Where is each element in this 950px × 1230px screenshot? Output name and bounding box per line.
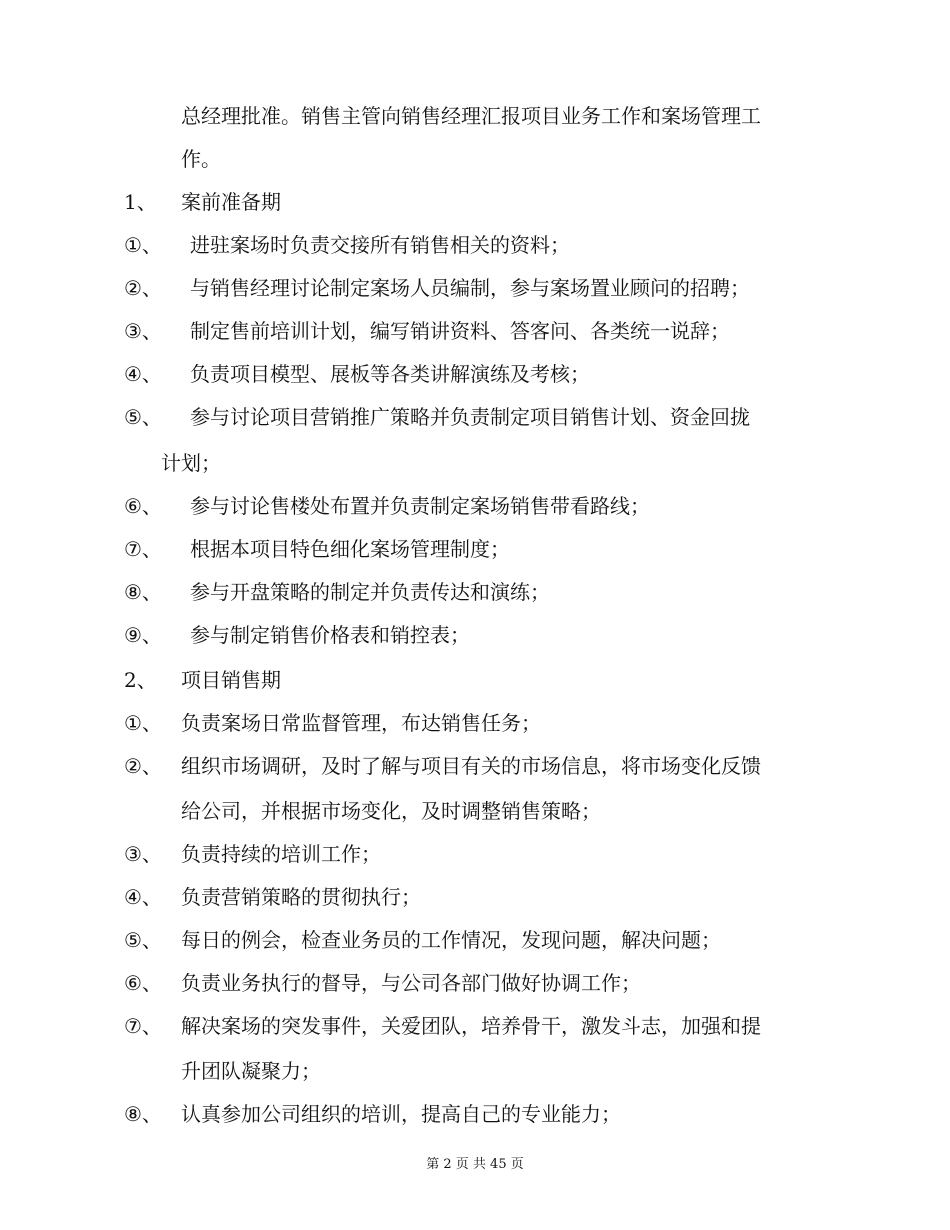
item-marker: ⑤、	[124, 405, 162, 429]
item-text-continuation: 给公司，并根据市场变化，及时调整销售策略；	[181, 799, 601, 823]
item-marker: ①、	[124, 233, 162, 257]
item-marker: ⑦、	[124, 537, 162, 561]
section-number: 2、	[124, 668, 157, 692]
item-text: 组织市场调研，及时了解与项目有关的市场信息，将市场变化反馈	[181, 754, 761, 778]
item-text: 负责项目模型、展板等各类讲解演练及考核；	[190, 362, 590, 386]
item-marker: ⑦、	[124, 1014, 162, 1038]
item-text-continuation: 计划；	[161, 451, 221, 475]
item-text: 与销售经理讨论制定案场人员编制，参与案场置业顾问的招聘；	[190, 276, 750, 300]
item-marker: ③、	[124, 319, 162, 343]
item-marker: ①、	[124, 711, 162, 735]
item-marker: ⑨、	[124, 623, 162, 647]
item-text: 认真参加公司组织的培训，提高自己的专业能力；	[181, 1102, 621, 1126]
item-text: 参与开盘策略的制定并负责传达和演练；	[190, 580, 550, 604]
item-text: 进驻案场时负责交接所有销售相关的资料；	[190, 233, 570, 257]
item-marker: ④、	[124, 885, 162, 909]
section-title: 案前准备期	[181, 190, 281, 214]
item-text: 负责持续的培训工作；	[181, 842, 381, 866]
item-marker: ⑥、	[124, 971, 162, 995]
item-text: 根据本项目特色细化案场管理制度；	[190, 537, 510, 561]
item-text: 负责营销策略的贯彻执行；	[181, 885, 421, 909]
section-title: 项目销售期	[181, 668, 281, 692]
item-marker: ⑥、	[124, 494, 162, 518]
section-number: 1、	[124, 190, 157, 214]
page-number-footer: 第 2 页 共 45 页	[426, 1157, 524, 1172]
item-marker: ⑧、	[124, 580, 162, 604]
item-text: 参与制定销售价格表和销控表；	[190, 623, 470, 647]
item-text: 负责业务执行的督导，与公司各部门做好协调工作；	[181, 971, 641, 995]
item-text-continuation: 升团队凝聚力；	[181, 1059, 321, 1083]
item-marker: ④、	[124, 362, 162, 386]
item-text: 参与讨论项目营销推广策略并负责制定项目销售计划、资金回拢	[190, 405, 750, 429]
item-text: 解决案场的突发事件，关爱团队，培养骨干，激发斗志，加强和提	[181, 1014, 761, 1038]
item-marker: ③、	[124, 842, 162, 866]
intro-line-2: 作。	[181, 147, 221, 171]
item-text: 每日的例会，检查业务员的工作情况，发现问题，解决问题；	[181, 928, 721, 952]
item-marker: ⑤、	[124, 928, 162, 952]
intro-line-1: 总经理批准。销售主管向销售经理汇报项目业务工作和案场管理工	[181, 104, 761, 128]
item-text: 参与讨论售楼处布置并负责制定案场销售带看路线；	[190, 494, 650, 518]
item-marker: ②、	[124, 276, 162, 300]
item-text: 制定售前培训计划，编写销讲资料、答客问、各类统一说辞；	[190, 319, 730, 343]
item-text: 负责案场日常监督管理，布达销售任务；	[181, 711, 541, 735]
item-marker: ⑧、	[124, 1102, 162, 1126]
item-marker: ②、	[124, 754, 162, 778]
